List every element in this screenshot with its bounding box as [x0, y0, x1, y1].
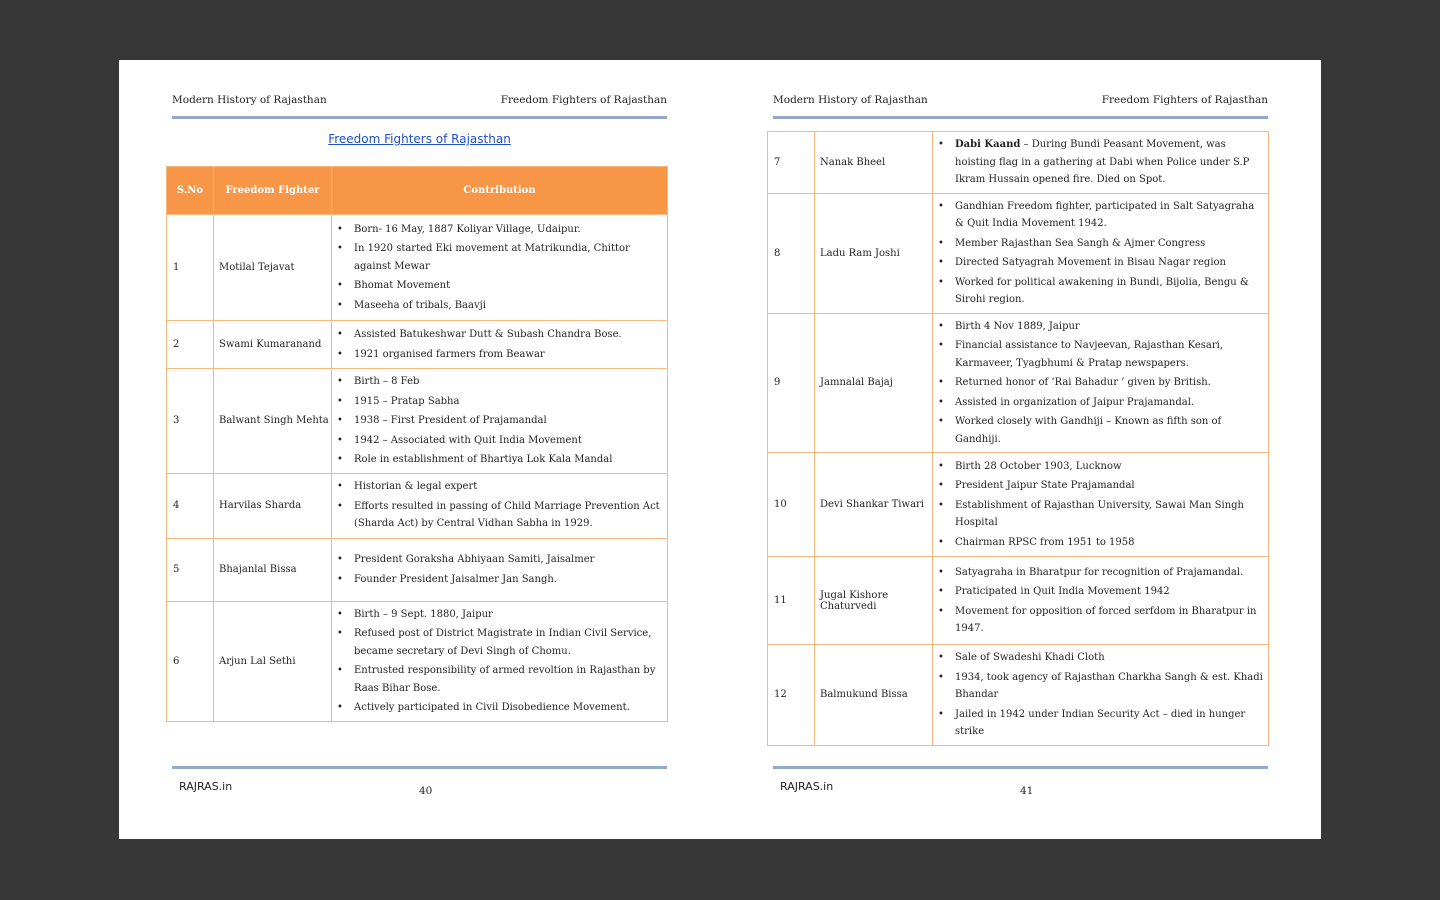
table-row — [768, 453, 1269, 557]
cell-fighter-name: Swami Kumaranand — [214, 321, 332, 369]
freedom-fighters-table — [166, 166, 668, 722]
table-row — [167, 538, 668, 601]
cell-contribution — [332, 369, 668, 474]
cell-fighter-name: Balwant Singh Mehta — [214, 369, 332, 474]
header-chapter-title: Freedom Fighters of Rajasthan — [500, 94, 667, 106]
contribution-bold-lead: Dabi Kaand — [955, 139, 1021, 150]
cell-contribution — [332, 321, 668, 369]
cell-fighter-name: Bhajanlal Bissa — [214, 538, 332, 601]
cell-sno: 1 — [167, 215, 214, 321]
contribution-item: • Maseeha of tribals, Baavji — [335, 297, 663, 315]
contribution-item: • Born- 16 May, 1887 Koliyar Village, Udaipur. — [335, 221, 663, 239]
page-number: 40 — [419, 785, 433, 797]
contribution-item: • President Jaipur State Prajamandal — [936, 477, 1264, 495]
cell-contribution — [933, 557, 1269, 645]
cell-contribution — [332, 538, 668, 601]
contribution-item: • Refused post of District Magistrate in Indian Civil Service, became secretary of Devi Singh of Chomu. — [335, 625, 663, 660]
contribution-item: • Birth – 9 Sept. 1880, Jaipur — [335, 606, 663, 624]
contribution-item: • Movement for opposition of forced serfdom in Bharatpur in 1947. — [936, 603, 1264, 638]
cell-fighter-name: Devi Shankar Tiwari — [815, 453, 933, 557]
contribution-item: • Worked closely with Gandhiji – Known as fifth son of Gandhiji. — [936, 413, 1264, 448]
contribution-list — [936, 136, 1264, 189]
cell-sno: 8 — [768, 193, 815, 313]
contribution-item: • Jailed in 1942 under Indian Security Act – died in hunger strike — [936, 706, 1264, 741]
contribution-item: • Member Rajasthan Sea Sangh & Ajmer Congress — [936, 235, 1264, 253]
contribution-item: • 1934, took agency of Rajasthan Charkha Sangh & est. Khadi Bhandar — [936, 669, 1264, 704]
cell-sno: 2 — [167, 321, 214, 369]
footer-rule — [773, 766, 1268, 769]
cell-sno: 10 — [768, 453, 815, 557]
contribution-item: • President Goraksha Abhiyaan Samiti, Jaisalmer — [335, 551, 663, 569]
contribution-list — [936, 318, 1264, 449]
cell-contribution — [933, 313, 1269, 453]
contribution-item: • Worked for political awakening in Bundi, Bijolia, Bengu & Sirohi region. — [936, 274, 1264, 309]
cell-fighter-name: Arjun Lal Sethi — [214, 601, 332, 721]
cell-contribution — [933, 453, 1269, 557]
freedom-fighters-table-continued — [767, 131, 1269, 746]
contribution-item: • Founder President Jaisalmer Jan Sangh. — [335, 571, 663, 589]
contribution-item: • Sale of Swadeshi Khadi Cloth — [936, 649, 1264, 667]
contribution-item: • Establishment of Rajasthan University, Sawai Man Singh Hospital — [936, 497, 1264, 532]
footer-site: RAJRAS.in — [780, 780, 834, 793]
contribution-item: • Returned honor of ‘Rai Bahadur ’ given by British. — [936, 374, 1264, 392]
table-row — [768, 557, 1269, 645]
column-header-fighter: Freedom Fighter — [214, 167, 332, 215]
contribution-item: • 1938 – First President of Prajamandal — [335, 412, 663, 430]
cell-sno: 12 — [768, 645, 815, 746]
contribution-text: – During Bundi Peasant Movement, was hoisting flag in a gathering at Dabi when Police under S.P Ikram Hussain opened fire. Died on Spot. — [955, 139, 1250, 185]
contribution-list — [936, 564, 1264, 638]
page-number: 41 — [1020, 785, 1034, 797]
cell-fighter-name: Ladu Ram Joshi — [815, 193, 933, 313]
contribution-list — [335, 551, 663, 588]
contribution-item — [936, 136, 1264, 189]
contribution-item: • Chairman RPSC from 1951 to 1958 — [936, 534, 1264, 552]
cell-sno: 7 — [768, 132, 815, 194]
contribution-item: • Birth – 8 Feb — [335, 373, 663, 391]
cell-sno: 11 — [768, 557, 815, 645]
table-row — [768, 313, 1269, 453]
table-row — [768, 132, 1269, 194]
contribution-list — [335, 606, 663, 717]
page-header — [172, 94, 667, 119]
cell-contribution — [332, 473, 668, 538]
page-40 — [119, 60, 720, 839]
contribution-item: • In 1920 started Eki movement at Matrikundia, Chittor against Mewar — [335, 240, 663, 275]
header-book-title: Modern History of Rajasthan — [172, 94, 327, 106]
column-header-contribution: Contribution — [332, 167, 668, 215]
contribution-item: • Efforts resulted in passing of Child Marriage Prevention Act (Sharda Act) by Central Vidhan Sabha in 1929. — [335, 498, 663, 533]
contribution-item: • Satyagraha in Bharatpur for recognition of Prajamandal. — [936, 564, 1264, 582]
document-spread — [119, 60, 1321, 839]
contribution-list — [335, 221, 663, 315]
cell-sno: 9 — [768, 313, 815, 453]
contribution-item: • Birth 28 October 1903, Lucknow — [936, 458, 1264, 476]
contribution-list — [936, 198, 1264, 309]
cell-contribution — [933, 645, 1269, 746]
cell-fighter-name: Harvilas Sharda — [214, 473, 332, 538]
contribution-list — [335, 478, 663, 533]
table-header-row — [167, 167, 668, 215]
table-row — [167, 369, 668, 474]
cell-sno: 4 — [167, 473, 214, 538]
cell-sno: 3 — [167, 369, 214, 474]
contribution-item: • 1942 – Associated with Quit India Movement — [335, 432, 663, 450]
contribution-item: • Gandhian Freedom fighter, participated in Salt Satyagraha & Quit India Movement 1942. — [936, 198, 1264, 233]
contribution-item: • Historian & legal expert — [335, 478, 663, 496]
footer-site: RAJRAS.in — [179, 780, 233, 793]
contribution-item: • Assisted in organization of Jaipur Prajamandal. — [936, 394, 1264, 412]
contribution-item: • Bhomat Movement — [335, 277, 663, 295]
contribution-item: • Directed Satyagrah Movement in Bisau Nagar region — [936, 254, 1264, 272]
table-row — [167, 601, 668, 721]
contribution-item: • Assisted Batukeshwar Dutt & Subash Chandra Bose. — [335, 326, 663, 344]
cell-fighter-name: Nanak Bheel — [815, 132, 933, 194]
contribution-list — [335, 326, 663, 363]
cell-fighter-name: Jamnalal Bajaj — [815, 313, 933, 453]
table-row — [768, 193, 1269, 313]
contribution-item: • Role in establishment of Bhartiya Lok Kala Mandal — [335, 451, 663, 469]
contribution-item: • 1921 organised farmers from Beawar — [335, 346, 663, 364]
header-chapter-title: Freedom Fighters of Rajasthan — [1101, 94, 1268, 106]
contribution-list — [335, 373, 663, 469]
table-row — [167, 473, 668, 538]
cell-fighter-name: Balmukund Bissa — [815, 645, 933, 746]
contribution-item: • 1915 – Pratap Sabha — [335, 393, 663, 411]
cell-contribution — [933, 132, 1269, 194]
header-book-title: Modern History of Rajasthan — [773, 94, 928, 106]
cell-contribution — [332, 215, 668, 321]
contribution-item: • Financial assistance to Navjeevan, Rajasthan Kesari, Karmaveer, Tyagbhumi & Pratap newspapers. — [936, 337, 1264, 372]
contribution-item: • Praticipated in Quit India Movement 1942 — [936, 583, 1264, 601]
cell-fighter-name: Motilal Tejavat — [214, 215, 332, 321]
cell-sno: 5 — [167, 538, 214, 601]
footer-rule — [172, 766, 667, 769]
column-header-sno: S.No — [167, 167, 214, 215]
table-row — [167, 321, 668, 369]
table-row — [167, 215, 668, 321]
contribution-list — [936, 458, 1264, 552]
page-41 — [720, 60, 1321, 839]
contribution-item: • Entrusted responsibility of armed revoltion in Rajasthan by Raas Bihar Bose. — [335, 662, 663, 697]
page-header — [773, 94, 1268, 119]
contribution-item: • Actively participated in Civil Disobedience Movement. — [335, 699, 663, 717]
contribution-list — [936, 649, 1264, 741]
contribution-item: • Birth 4 Nov 1889, Jaipur — [936, 318, 1264, 336]
cell-contribution — [933, 193, 1269, 313]
cell-contribution — [332, 601, 668, 721]
section-title[interactable]: Freedom Fighters of Rajasthan — [328, 132, 511, 146]
cell-sno: 6 — [167, 601, 214, 721]
table-row — [768, 645, 1269, 746]
cell-fighter-name: Jugal Kishore Chaturvedi — [815, 557, 933, 645]
